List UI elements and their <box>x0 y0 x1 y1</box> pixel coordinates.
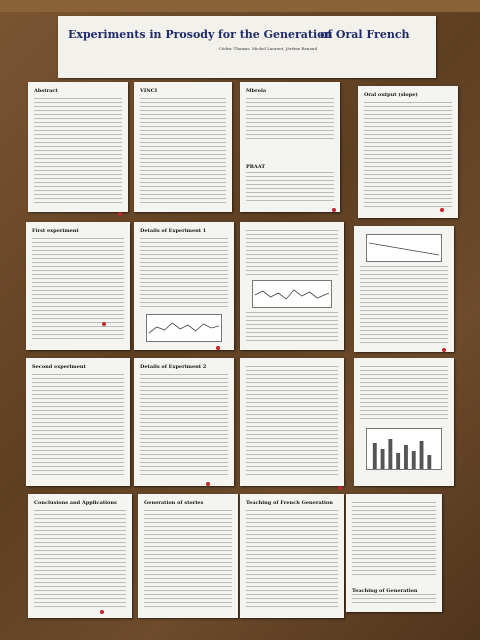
sheet-heading: Second experiment <box>32 364 86 370</box>
sheet-subheading: PRAAT <box>246 164 266 170</box>
sheet-details-exp1 <box>134 222 234 350</box>
results-contour <box>253 281 331 307</box>
body-text <box>34 510 126 610</box>
sheet-vinci <box>134 82 232 212</box>
push-pin <box>332 208 336 212</box>
title-part-3: of Oral French <box>320 28 410 41</box>
sheet-teaching-generation <box>346 494 442 612</box>
push-pin <box>102 322 106 326</box>
body-text <box>246 172 334 204</box>
title-part-1: Experiments in Prosody <box>68 28 215 41</box>
sheet-heading: Details of Experiment 2 <box>140 364 207 370</box>
body-text <box>360 366 448 420</box>
authors-line: Cédric Thomas, Michel Laurent, Jérôme Renaud <box>218 46 318 51</box>
title-part-2: for the Generation <box>218 28 333 41</box>
graph-plot <box>366 234 442 262</box>
results-plot <box>252 280 332 308</box>
sheet-exp2-results <box>240 358 344 486</box>
sheet-exp1-graphs <box>354 226 454 352</box>
body-text <box>140 238 228 310</box>
push-pin <box>442 348 446 352</box>
body-text <box>32 238 124 342</box>
body-text <box>34 98 122 204</box>
push-pin <box>118 212 122 216</box>
sheet-generation-stories <box>138 494 238 618</box>
sheet-mbrola <box>240 82 340 212</box>
push-pin <box>100 610 104 614</box>
graph-contour <box>367 235 441 261</box>
pitch-contour <box>147 315 221 341</box>
sheet-conclusions <box>28 494 132 618</box>
poster-title-banner <box>58 16 436 78</box>
push-pin <box>440 208 444 212</box>
sheet-heading: Details of Experiment 1 <box>140 228 207 234</box>
push-pin <box>216 346 220 350</box>
body-text <box>246 98 334 142</box>
sheet-teaching-french <box>240 494 344 618</box>
body-text <box>140 374 228 478</box>
sheet-heading: Abstract <box>34 88 58 94</box>
bar-marks <box>367 429 441 469</box>
body-text <box>246 312 338 342</box>
body-text <box>246 510 338 610</box>
body-text <box>144 510 232 610</box>
board-frame <box>0 0 480 12</box>
body-text <box>246 366 338 478</box>
sheet-exp1-results <box>240 222 344 350</box>
push-pin <box>206 482 210 486</box>
pitch-plot <box>146 314 222 342</box>
sheet-details-exp2 <box>134 358 234 486</box>
body-text <box>360 266 448 344</box>
sheet-second-experiment <box>26 358 130 486</box>
body-text <box>352 594 436 604</box>
sheet-heading: Mbrola <box>246 88 267 94</box>
sheet-heading: Conclusions and Applications <box>34 500 117 506</box>
sheet-subheading: Teaching of Generation <box>352 588 418 594</box>
body-text <box>140 98 226 204</box>
bar-plot <box>366 428 442 470</box>
sheet-first-experiment <box>26 222 130 350</box>
sheet-heading: VINCI <box>140 88 158 94</box>
sheet-abstract <box>28 82 128 212</box>
body-text <box>32 374 124 478</box>
sheet-heading: Generation of stories <box>144 500 204 506</box>
sheet-heading: Oral output (slope) <box>364 92 418 98</box>
body-text <box>352 502 436 578</box>
sheet-oral-output <box>358 86 458 218</box>
sheet-exp2-graphs <box>354 358 454 486</box>
body-text <box>364 102 452 210</box>
sheet-heading: Teaching of French Generation <box>246 500 333 506</box>
sheet-heading: First experiment <box>32 228 79 234</box>
body-text <box>246 230 338 276</box>
push-pin <box>338 486 342 490</box>
